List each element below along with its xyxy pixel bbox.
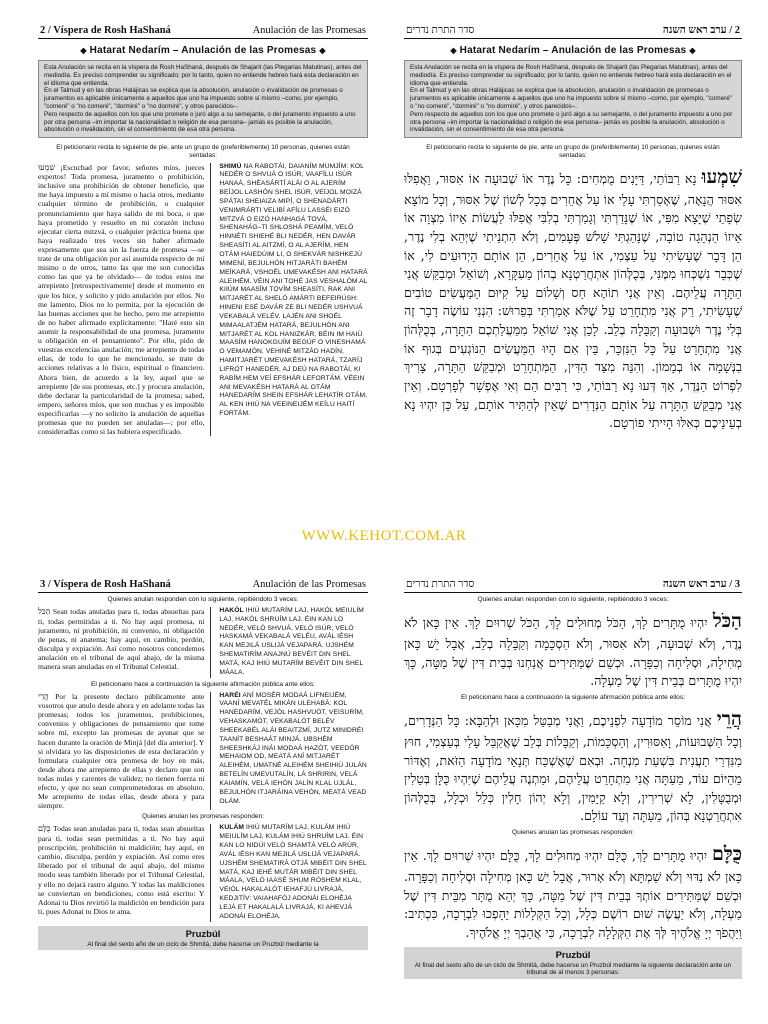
spanish-translation-column: [38, 692, 211, 811]
page-1-header: [38, 18, 368, 39]
pruzbul-instruction: Al final del sexto año de un ciclo de Shmitá, debe hacerse un Pruzbúl mediante la siguiente declaración ante un tribunal de al menos 3 personas:: [404, 962, 742, 979]
hebrew-response-2: [404, 840, 742, 943]
pruzbul-heading: Pruzbúl: [404, 947, 742, 962]
hebrew-lead-word: הֲרֵי: [716, 707, 742, 730]
page-4-header: [404, 572, 742, 593]
hebrew-response-1: [404, 607, 742, 691]
page-1-intro-box: [38, 60, 368, 138]
hebrew-lead-word: שִׁמְעוּ: [701, 165, 742, 188]
page-2-instruction: El peticionario recita lo siguiente de pie, ante un grupo de (preferiblemente) 10 personas, quienes están sentadas:: [426, 144, 720, 159]
transliteration-text: ANÍ MOSÉR MODAÁ LIFNEIJÉM, VAANÍ MEVATÉL MIKÁN ULEHABÁ: KOL HANEDARÍM, VEJÓL HASHVUÓT, VEISURÍM, VEHASKAMÓT, VEKABALÓT BELÉV SHEEKABÉL ALÁI BEAITZMÍ, JUTZ MINIDRÉI TAANÍT BESHAÁT MINJÁ. UBSHÉM SHEESHKÁJ INÁI MODAÁ HAZÓT, VEEDÓR MEHAIOM OD, MEATÁ ANÍ MITJARÉT ALEIHÉM, UMATNÉ ALEIHÉM SHEIHIÚ JULÁN BETELÍN UMEVUTALÍN, LÁ SHRIRIN, VELÁ KAIAMÍN, VELÁ IEHÓN JALÍN KLAL UJLÁL, BEJULHÓN ITJARÁINA VEHÓN, MEATÁ VEAD OLÁM.: [219, 691, 367, 805]
page-1-instruction: El peticionario recita lo siguiente de pie, ante un grupo de (preferiblemente) 10 personas, quienes están sentadas:: [56, 144, 350, 159]
page-3-header-right: Anulación de las Promesas: [252, 579, 366, 590]
intro-paragraph: Esta Anulación se recita en la víspera de Rosh HaShaná, después de Shajarit (las Plegarias Matutinas), antes del mediodía. Es preciso comprender su significado; por lo tanto, quien no entiende hebreo hará esta declaración en el idioma que entienda.: [44, 64, 362, 87]
page-1-header-left: 2 / Víspera de Rosh HaShaná: [40, 25, 171, 36]
hebrew-body: נָא רַבּוֹתַי, דַּיָּנִים מֻמְחִים: כָּל נֶדֶר אוֹ שְׁבוּעָה אוֹ אִסּוּר, וַאֲפִלּוּ אִסּוּר הֲנָאָה, שֶׁאָסַרְתִּי עָלַי אוֹ עַל אֲחֵרִים בְּכָל לְשׁוֹן שֶׁל אִסּוּר, וְכָל מוֹצָא שְׂפָתַי שֶׁיָּצָא מִפִּי, אוֹ שֶׁנָּדַרְתִּי וְגָמַרְתִּי בְלִבִּי אֲפִלּוּ לַעֲשׂוֹת אֵיזוֹ מִצְוָה אוֹ אֵיזוֹ הַנְהָגָה טוֹבָה, שֶׁנָּהַגְתִּי שָׁלשׁ פְּעָמִים, וְלֹא הִתְנֵיתִי שֶׁיְּהֵא בְלִי נֶדֶר, הֵן דָּבָר שֶׁעָשִׂיתִי עַל עַצְמִי, אוֹ עַל אֲחֵרִים, הֵן אוֹתָם הַיְדוּעִים לִי, אוֹ שֶׁכְּבָר נִשְׁכְּחוּ מִמֶּנִּי, בְּכֻלְּהוֹן אִתְחֲרַטְנָא בְהוֹן מֵעִקָּרָא, וְשׁוֹאֵל וּמְבַקֵּשׁ אֲנִי הַתָּרָה עֲלֵיהֶם. וְאֵין אֲנִי תוֹהֶא חַס וְשָׁלוֹם עַל קִיּוּם הַמַּעֲשִׂים טוֹבִים שֶׁעָשִׂיתִי, רַק אֲנִי מִתְחָרֵט עַל שֶׁלֹּא אָמַרְתִּי בְּפֵרוּשׁ: הִנְנִי עוֹשֶׂה דָבָר זֶה בְּלִי נֶדֶר וּשְׁבוּעָה וְקַבָּלָה בְלֵב. לָכֵן אֲנִי שׁוֹאֵל מִמַּעֲלַתְכֶם הַתָּרָה, בְּכֻלְּהוֹן אֲנִי מִתְחָרֵט עַל כָּל הַנִּזְכָּר, בֵּין אִם הָיוּ הַמַּעֲשִׂים הַנּוֹגְעִים בְּגוּף אוֹ בַנְּשָׁמָה אוֹ בְמָמוֹן. וְהִנֵּה מִצַּד הַדִּין, הַמִּתְחָרֵט וּמְבַקֵּשׁ הַתָּרָה, צָרִיךְ לִפְרוֹט הַנֶּדֶר, אַךְ דְּעוּ נָא רַבּוֹתַי, כִּי רַבִּים הֵם וְאִי אֶפְשָׁר לְפָרְטָם. וְאֵין אֲנִי מְבַקֵּשׁ הַתָּרָה עַל אוֹתָם הַנְּדָרִים שֶׁאֵין לְהַתִּיר אוֹתָם, עַל כֵּן יִהְיוּ נָא בְעֵינֵיכֶם כְּאִלּוּ הָיִיתִי פוֹרְטָם.: [404, 170, 742, 431]
page-4-header-left: סדר התרת נדרים: [406, 579, 475, 590]
intro-paragraph: Esta Anulación se recita en la víspera de Rosh HaShaná, después de Shajarit (las Plegarias Matutinas), antes del mediodía. Es preciso comprender su significado; por lo tanto, quien no entiende hebreo hará esta declaración en el idioma que entienda.: [410, 64, 732, 87]
spanish-translation-text: Todas sean anuladas para ti, todas sean absueltas para ti, todas sean permitidas a ti. No hay aquí proscripción, prohibición ni maldición; hay aquí, en cambio, disculpa, perdón y expiación. Así como eres liberado por el tribunal de aquí abajo, del mismo modo seas también liberado por el Tribunal Celestial, y ello no dejará rastro alguno. Y todas las maldiciones se conviertan en bendiciones, como está escrito: Y Adonai tu Dios revirtió la maldición en bendición para ti, pues Adonai tu Dios te ama.: [38, 824, 205, 916]
spanish-translation-text: Sean todas anuladas para ti, todas absueltas para ti, todas permitidas a ti. No hay aquí promesa, ni juramento, ni prohibición, ni convenio, ni obligación de penas, ni anatema; hay aquí, en cambio, perdón, disculpa y expiación. Así como nosotros concedemos anulación en el tribunal de aquí abajo, de la misma manera sean anuladas en el Tribunal Celestial.: [38, 606, 205, 672]
spanish-translation-text: Por la presente declaro públicamente ante vosotros que anulo desde ahora y en adelante todas las promesas; todos los juramentos, prohibiciones, convenios y obligaciones de pensamiento que tome sobre mí, excepto las promesas de ayunar que se hacen durante la oración de Minjá [del día anterior]. Y si olvidara yo las disposiciones de esta declaración y formulara cualquier otra promesa de hoy en más, desde ahora me arrepiento de ellas y declaro que son todas nulas y carentes de validez; no tienen fuerza ni efecto, y que no sean comprometedoras en absoluto. Me arrepiento de todas ellas, desde ahora y para siempre.: [38, 691, 205, 811]
page-3-header-left: 3 / Víspera de Rosh HaShaná: [40, 579, 171, 590]
declaration-instruction: El peticionario hace a continuación la siguiente afirmación pública ante ellos:: [461, 693, 685, 701]
declaration-instruction: El peticionario hace a continuación la siguiente afirmación pública ante ellos:: [91, 680, 315, 688]
page-1-title-text: Hatarat Nedarím – Anulación de las Promesas: [89, 45, 317, 56]
hebrew-lead-word: הֲרֵי: [38, 691, 49, 701]
page-1-header-right: Anulación de las Promesas: [252, 25, 366, 36]
hebrew-lead-word: שִׁמְעוּ: [38, 162, 55, 172]
transliteration-column: [219, 824, 368, 921]
pruzbul-instruction: Al final del sexto año de un ciclo de Shmitá, debe hacerse un Pruzbúl mediante la: [38, 941, 368, 951]
hebrew-declaration: [404, 705, 742, 826]
hebrew-body: יִהְיוּ מֻתָּרִים לָךְ, כֻּלָּם יִהְיוּ מְחוּלִים לָךְ, כֻּלָּם יִהְיוּ שְׁרוּיִם לָךְ. אֵין כָּאן לֹא נִדּוּי וְלֹא שַׁמְתָּא וְלֹא אָרוּר, אֲבָל יֵשׁ כָּאן מְחִילָה וּסְלִיחָה וְכַפָּרָה. וּכְשֵׁם שֶׁמַּתִּירִים אוֹתְךָ בְּבֵית דִּין שֶׁל מַטָּה, כָּךְ יְהֵא מֻתָּר מִבֵּית דִּין שֶׁל מַעְלָה, וְלֹא יַעֲשֶׂה שׁוּם רוֹשֶׁם כְּלָל, וְכָל הַקְּלָלוֹת יֵהָפְכוּ לִבְרָכָה, כִּכְתִיב: וַיַּהֲפֹךְ יְיָ אֱלֹהֶיךָ לְּךָ אֶת הַקְּלָלָה לִבְרָכָה, כִּי אֲהֵבְךָ יְיָ אֱלֹהֶיךָ.: [404, 847, 742, 940]
response-instruction: Quienes anulan las promesas responden:: [511, 829, 635, 837]
page-3-header: [38, 572, 368, 593]
transliteration-column: [219, 607, 368, 678]
page-2-title: ◆ Hatarat Nedarím – Anulación de las Promesas ◆: [450, 45, 696, 56]
transliteration-lead: KULÁM: [219, 824, 245, 832]
intro-paragraph: En el Talmud y en las obras Halájicas se explica que la absolución, anulación o invalidación de promesas o juramentos es aplicable únicamente a aquellos que uno ha impuesto sobre sí mismo –como, por ejemplo, "comeré" o "no comeré", "dormiré" o "no dormiré", y otros parecidos–.: [410, 87, 732, 110]
hebrew-lead-word: כֻּלָּם: [38, 824, 51, 834]
page-2-header-right: 2 / ערב ראש השנה: [662, 25, 740, 36]
intro-paragraph: En el Talmud y en las obras Halájicas se explica que la absolución, anulación o invalidación de promesas o juramentos es aplicable únicamente a aquellos que uno ha impuesto sobre sí mismo –como, por ejemplo, "comeré" o "no comeré", "dormiré" o "no dormiré", y otros parecidos–.: [44, 87, 343, 110]
page-1-title: ◆ Hatarat Nedarím – Anulación de las Promesas ◆: [80, 45, 326, 56]
intro-paragraph: Pero respecto de aquellos con los que uno promete o juró algo a su semejante, o del juramento impuesto a uno por otra persona –im importar la nacionalidad o religión de esa persona– jamás es posible la anulación, absolución o invalidación, sin el consentimiento de esa otra persona.: [410, 110, 733, 134]
response-instruction: Quienes anulan responden con lo siguiente, repitiéndolo 3 veces:: [477, 596, 669, 603]
transliteration-column: [219, 692, 368, 811]
spanish-translation-column: [38, 163, 211, 437]
response-instruction: Quienes anulan responden con lo siguiente, repitiéndolo 3 veces:: [107, 596, 299, 603]
section-2-columns: [38, 692, 368, 811]
spanish-translation-column: [38, 607, 211, 678]
website-url: WWW.KEHOT.COM.AR: [301, 528, 467, 544]
hebrew-prayer-text: [404, 163, 742, 433]
spanish-translation-text: ¡Escuchad por favor, señores míos, jueces expertos! Toda promesa, juramento o prohibición, inclusive una prohibición de obtener beneficio, que me haya impuesto a mí mismo o hacia otros, mediante cualquier término de prohibición, o cualquier pronunciamiento que haya salido de mi boca, o que haya prometido y resuelto en mi corazón incluso ejecutar cierta mitzvá, o cualquier práctica buena que haya realizado tres veces sin haber afirmado expresamente que sea sin la fuerza de promesa —se trate de una obligación por así asumida respecto de mí mismo o de otros, tanto las que me son conocidas como las que ya he olvidado— de todos estos me arrepiento [retrospectivamente] desde el momento en que los hice, y solicito y pido anulación por ellos. No me lamento, Dios no lo permita, por la ejecución de las buenas acciones que he hecho, pero me arrepiento de no haber afirmado explícitamente: "Haré esto sin asumir la responsabilidad de una promesa, juramento u obligación en el pensamiento". Por ello, pido de vuestras excelencias anulación; me arrepiento de todas ellas, de todo lo que he mencionado, se trate de acciones relativas a lo físico, espiritual o financiero. Ahora bien, de acuerdo a la ley, aquel que se arrepiente [de sus promesas, etc.] y procura anulación, debe declarar la particularidad de la promesa; sabed, empero, señores míos, que son muchas y es imposible especificarlas —y no solicito la anulación de aquellas promesas que no pueden ser anuladas—; por ello, consideradlas como si las hubiera especificado.: [38, 162, 205, 437]
page-1-columns: [38, 163, 368, 437]
page-4-hebrew: [404, 572, 742, 1024]
hebrew-body: יִהְיוּ מֻתָּרִים לָךְ, הַכֹּל מְחוּלִים לָךְ, הַכֹּל שְׁרוּיִם לָךְ. אֵין כָּאן לֹא נֶדֶר, וְלֹא שְׁבוּעָה, וְלֹא אִסּוּר, וְלֹא הַסְכָּמָה וְקַבָּלָה בְלֵב, אֲבָל יֵשׁ כָּאן מְחִילָה, וּסְלִיחָה וְכַפָּרָה. וּכְשֵׁם שֶׁמַּתִּירִים אֲנַחְנוּ בְּבֵית דִּין שֶׁל מַטָּה, כָּךְ יִהְיוּ מֻתָּרִים בְּבֵית דִּין שֶׁל מַעְלָה.: [404, 614, 742, 689]
page-2-hebrew: [404, 18, 742, 523]
section-1-columns: [38, 607, 368, 678]
transliteration-text: NA RABOTÁI, DAIANÍM MUMJÍM: KOL NEDÉR O SHVUÁ O ISÚR, VAAFÍLU ISÚR HANAÁ, SHÈASÁRTÍ ALÁI O AL AJERÍM BEÍJOL LASHÓN SHEL ISÚR, VEÍJOL MOIZÁ SPÁTAI SHEIAIZA MIPÍ, O SHENADÁRTI VENIMRÁRTI VELIBÍ AFÍLU LASSÉI EIZÓ MITZVÁ O EIZÓ HANHAGÁ TOVÁ, SHENAHÁG–TI SHLOSHÁ PEAMÍM, VELÓ HINNÉTI SHIEHÉ BLI NEDÉR, HEN DAVÁR SHEASÍTI AL AITZMÍ, O AL AJERÍM, HEN OTÁM HAIEDÚIM LI, O SHEKVÁR NISHKEJÚ MIMENÍ, BEJULHÓN HITJARÁTI BAHÉM MEÍKARÁ, VSHOÉL UMEVAKÉSH ANI HATARÁ ALEIHÉM. VÉIN ANI TOHÉ JAS VESHALÓM AL KIIÚM MAASÍM TOVÍM SHEASÍTI, RAK ANI MITJARÉT AL SHELÓ AMÁRTI BEFEIRÚSH: HINENI ESÉ DAVÁR ZE BLI NEDÉR USHVUÁ VEKABALÁ VELÉV. LAJÉN ANI SHOÉL MIMAALATJÉM HATARÁ, BEJULHÓN ANI MITJARÉT AL KOL HANIZKÁR, BÉIN IM HAIÚ MAASÍM HANOKGUÍM BEGÚF O VINESHAMÁ O VEMAMÓN. VEHINÉ MITZÁD HADÍN, HAMITJARÉT UMEVAKÉSH HATARÁ, TZARÍJ LIFRÓT HANEDÉR, AJ DEÚ NA RABOTÁI, KI RABÍM HEM VEÍ EFSHÁR LEFORTÁM. VÉEIN ANI MEVAKÉSH HATARÁ AL OTÁM HANEDARÍM SHEIN EFSHÁR LEHATÍR OTÁM, AL KEN IHIÚ NA VEEINEIJÉM KEÍLU HAITÍ FORTÁM.: [219, 162, 368, 418]
hebrew-lead-word: כֻּלָּם: [711, 842, 742, 865]
page-2-header-left: סדר התרת נדרים: [406, 25, 475, 36]
transliteration-lead: HAKÓL: [219, 606, 244, 614]
hebrew-lead-word: הַכֹּל: [712, 609, 742, 632]
page-4-header-right: 3 / ערב ראש השנה: [662, 579, 740, 590]
page-2-intro-box: [404, 60, 742, 138]
page-3-spanish: [38, 572, 368, 1024]
pruzbul-heading: Pruzbúl: [38, 926, 368, 941]
intro-paragraph: Pero respecto de aquellos con los que uno promete o juró algo a su semejante, o del juramento impuesto a uno por otra persona –im importar la nacionalidad o religión de esa persona– jamás es posible la anulación, absolución o invalidación, sin el consentimiento de esa otra persona.: [44, 110, 356, 134]
section-3-columns: [38, 824, 368, 921]
hebrew-lead-word: הַכֹּל: [38, 606, 51, 616]
page-2-header: [404, 18, 742, 39]
spanish-translation-column: [38, 824, 211, 921]
transliteration-text: IHIÚ MUTARÍM LAJ, KULÁM IHIÚ MEIULÍM LAJ, KULÁM IHIÚ SHRUÍM LAJ. ÉIN KAN LO NIDÚI VELÓ SHAMTÁ VELÓ ARÚR, AVÁL IÉSH KAN MEJILÁ USLIJÁ VEJAPARÁ. UJSHÉM SHEMATIRÁ OTJÁ MIBÉIT DIN SHEL MATÁ, KAJ IEHÉ MUTÁR MIBÉIT DIN SHEL MÁALA, VELÓ IAASÉ SHUM RÓSHEM KLAL, VEIÓL HAKALALÓT IEHAFJÚ LIVRAJÁ, KEDJITÍV: VAIAHAFÓJ ADONÁI ELOHÉJA LEJÁ ET HAKALALÁ LIVRAJÁ, KI AHEVJÁ ADONÁI ELOHÉJA.: [219, 824, 367, 920]
page-2-title-text: Hatarat Nedarím – Anulación de las Promesas: [459, 45, 687, 56]
hebrew-body: אֲנִי מוֹסֵר מוֹדָעָה לִפְנֵיכֶם, וַאֲנִי מְבַטֵּל מִכָּאן וּלְהַבָּא: כָּל הַנְּדָרִים, וְכָל הַשְּׁבוּעוֹת, וָאִסּוּרִין, וְהַסְכָּמוֹת, וְקַבָּלוֹת בְּלֵב שֶׁאֲקַבֵּל עָלַי בְּעַצְמִי, חוּץ מִנִּדְרֵי תַעֲנִית בִּשְׁעַת מִנְחָה. וּבְאִם שֶׁאֶשְׁכַּח תְּנָאֵי מוֹדָעָה הַזֹּאת, וְאֶדּוֹר מֵהַיּוֹם עוֹד, מֵעַתָּה אֲנִי מִתְחָרֵט עֲלֵיהֶם, וּמַתְנֶה עֲלֵיהֶם שֶׁיִּהְיוּ כֻּלָּן בְּטֵלִין וּמְבֻטָּלִין, לָא שְׁרִירִין, וְלָא קַיָּמִין, וְלָא יְהוֹן חָלִין כְּלַל וּכְלָל, בְּכֻלְּהוֹן אִתְחֲרַטְנָא בְּהוֹן, מֵעַתָּה וְעַד עוֹלָם.: [404, 712, 742, 824]
transliteration-column: [219, 163, 368, 437]
response-instruction: Quienes anulan les promesas responden:: [141, 813, 265, 821]
transliteration-lead: SHIMÚ: [219, 162, 242, 170]
page-1-spanish: [38, 18, 368, 523]
transliteration-text: IHIÚ MUTARÍM LAJ, HAKÓL MEIULÍM LAJ, HAKÓL SHRUÍM LAJ. ÉIN KAN LO NEDÉR, VELÓ SHVUÁ, VELÓ ISÚR, VELÓ HASKAMÁ VEKABALÁ VELÉU, AVÁL IÉSH KAN MEJILÁ USLIJÁ VEJAPARÁ. UJSHÉM SHEMATIRÍM ANAJNÚ BEVÉIT DIN SHEL MATÁ, KAJ IHIÚ MUTARÍM BEVÉIT DIN SHEL MÁALA.: [219, 606, 364, 676]
transliteration-lead: HARÉI: [219, 691, 241, 699]
